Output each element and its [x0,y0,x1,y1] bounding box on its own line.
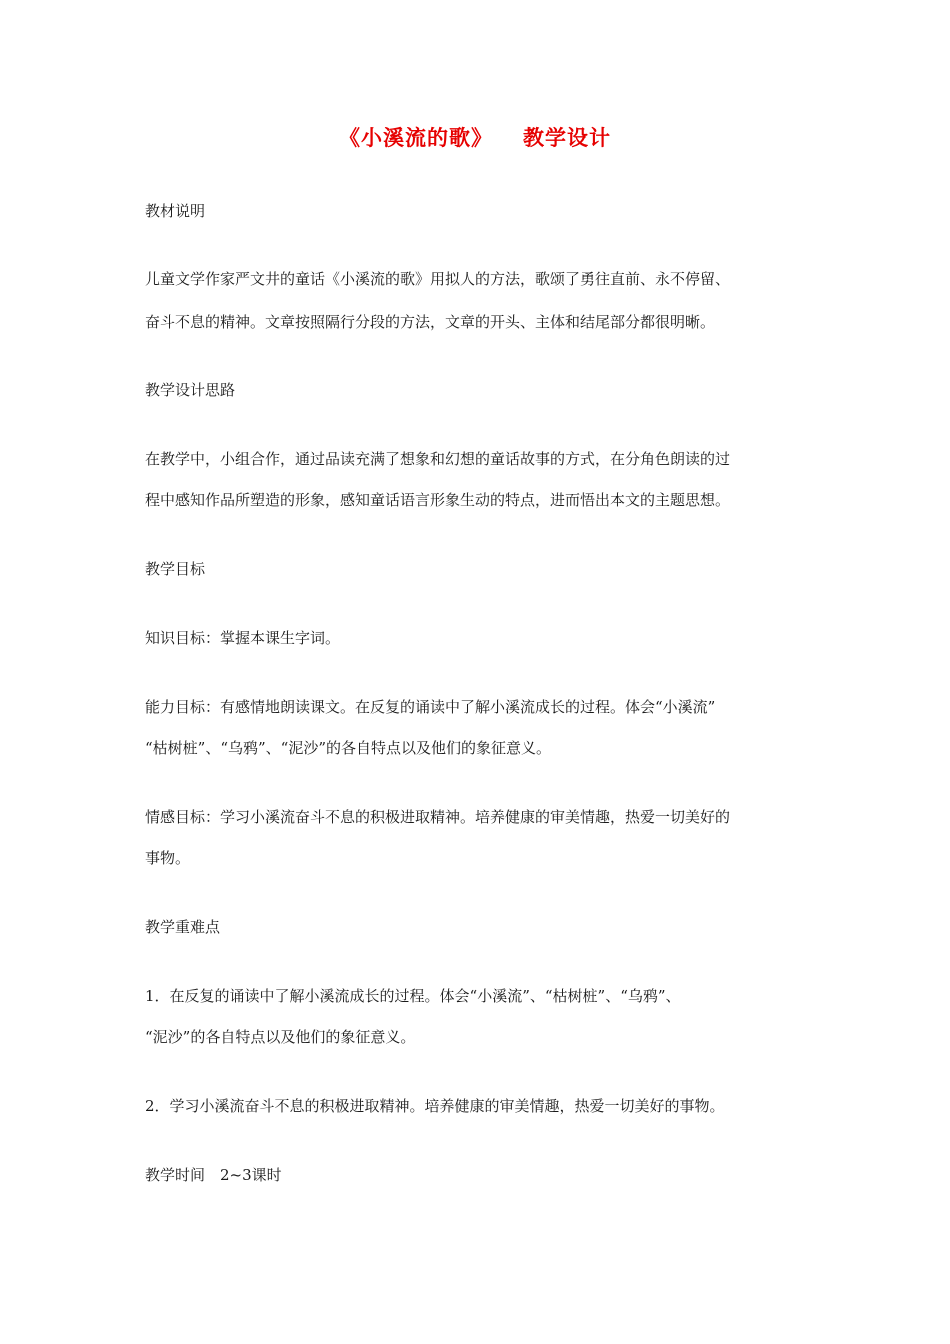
section-heading-design: 教学设计思路 [145,381,236,399]
goal-emotion-line-2: 事物。 [145,849,191,867]
goal-knowledge: 知识目标：掌握本课生字词。 [145,629,341,647]
title-subtitle: 教学设计 [523,126,611,150]
materials-paragraph-line-1: 儿童文学作家严文井的童话《小溪流的歌》用拟人的方法，歌颂了勇往直前、永不停留、 [145,270,731,288]
design-paragraph-line-1: 在教学中，小组合作，通过品读充满了想象和幻想的童话故事的方式，在分角色朗读的过 [145,450,731,468]
title-book-name: 《小溪流的歌》 [339,126,493,150]
key-point-1-line-1: 1．在反复的诵读中了解小溪流成长的过程。体会“小溪流”、“枯树桩”、“乌鸦”、 [145,987,681,1005]
design-paragraph-line-2: 程中感知作品所塑造的形象，感知童话语言形象生动的特点，进而悟出本文的主题思想。 [145,491,731,509]
teaching-time: 教学时间 2~3课时 [145,1166,282,1184]
goal-ability-line-1: 能力目标：有感情地朗读课文。在反复的诵读中了解小溪流成长的过程。体会“小溪流” [145,698,716,716]
page-title [0,122,950,152]
key-point-1-line-2: “泥沙”的各自特点以及他们的象征意义。 [145,1028,416,1046]
goal-emotion-line-1: 情感目标：学习小溪流奋斗不息的积极进取精神。培养健康的审美情趣，热爱一切美好的 [145,808,731,826]
section-heading-key-points: 教学重难点 [145,918,221,936]
goal-ability-line-2: “枯树桩”、“乌鸦”、“泥沙”的各自特点以及他们的象征意义。 [145,739,552,757]
section-heading-materials: 教材说明 [145,202,206,220]
key-point-2: 2．学习小溪流奋斗不息的积极进取精神。培养健康的审美情趣，热爱一切美好的事物。 [145,1097,725,1115]
materials-paragraph-line-2: 奋斗不息的精神。文章按照隔行分段的方法，文章的开头、主体和结尾部分都很明晰。 [145,313,716,331]
section-heading-goals: 教学目标 [145,560,206,578]
